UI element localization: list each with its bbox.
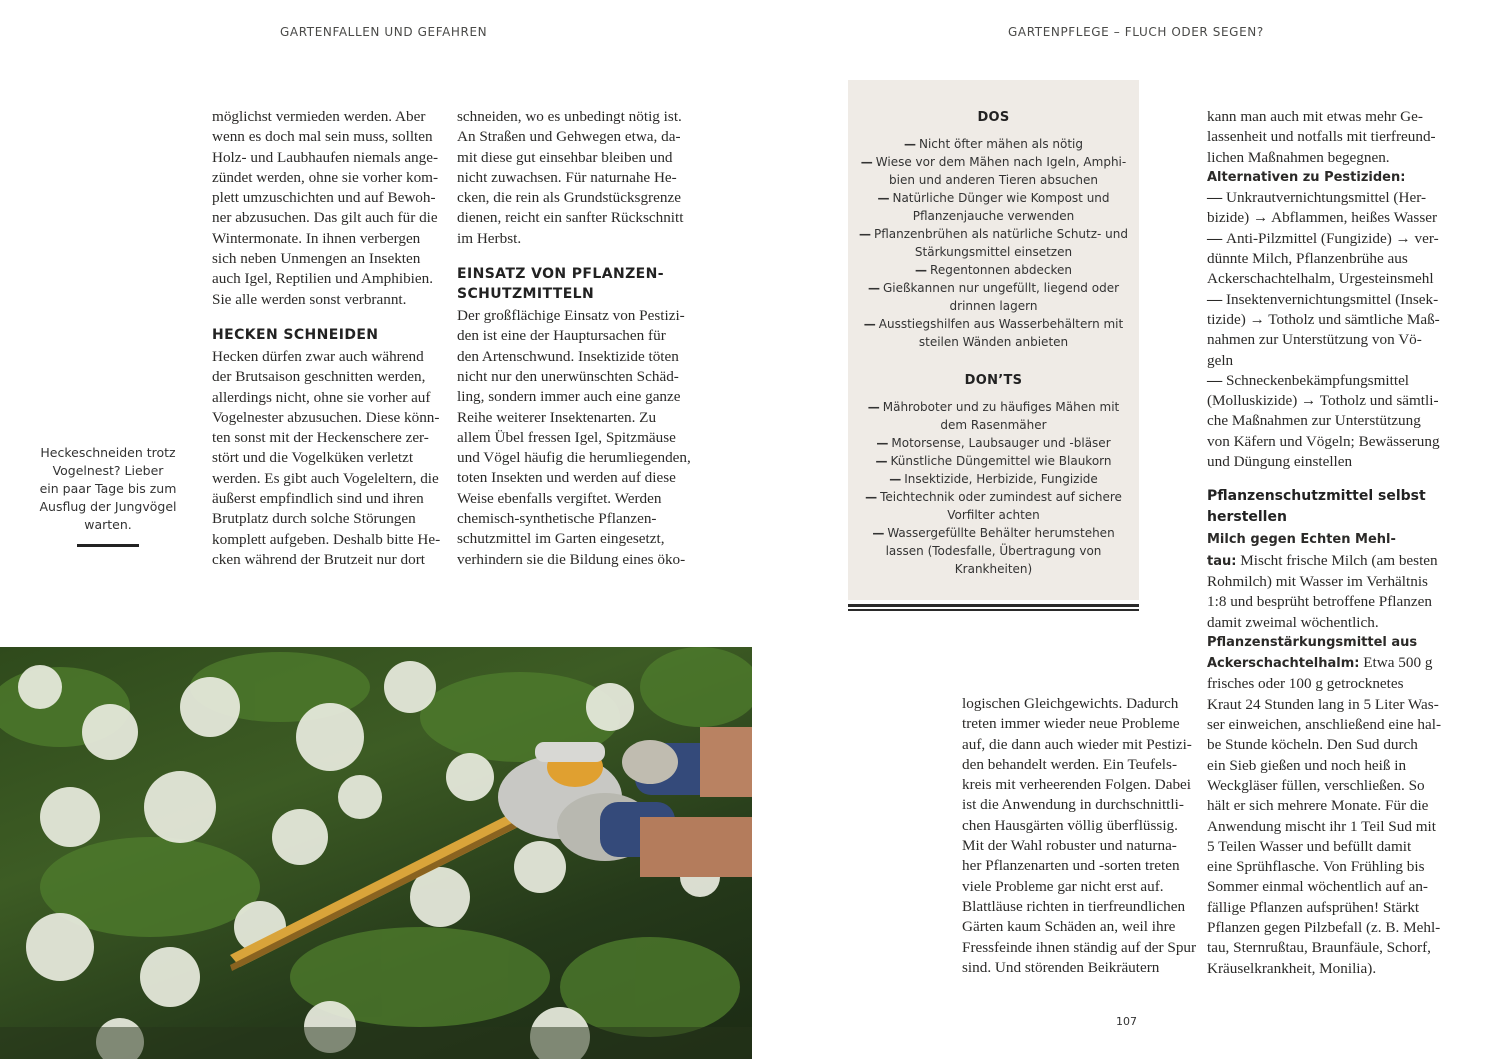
list-item — [848, 261, 1139, 279]
alternative-line — [1207, 290, 1447, 310]
text-line: kann man auch mit etwas mehr Ge- — [1207, 108, 1423, 125]
alternative-line — [1207, 249, 1447, 269]
text-line: dienen, reicht ein sanfter Rückschnitt — [457, 209, 684, 227]
list-item-text: Mähroboter und zu häufiges Mähen mit — [882, 400, 1120, 414]
caption-text — [38, 444, 178, 534]
dash-bullet: — — [867, 281, 880, 295]
list-item-text: Motorsense, Laubsauger und -bläser — [891, 436, 1111, 450]
list-item-text: Nicht öfter mähen als nötig — [918, 137, 1084, 151]
text-line: cken, die rein als Grundstücksgrenze — [457, 189, 681, 207]
text-line: Gärten kaum Schäden an, weil ihre — [962, 918, 1176, 936]
text-line: Reihe weiterer Insektenarten. Zu — [457, 408, 657, 426]
text-line: der Brutsaison geschnitten werden, — [212, 368, 426, 386]
text-line: sich neben Unmengen an Insekten — [212, 250, 421, 268]
alternative-text: bizide) → Abflammen, heißes Wasser — [1207, 209, 1438, 227]
list-item-text: dem Rasenmäher — [940, 418, 1047, 432]
list-item-text: Natürliche Dünger wie Kompost und — [892, 191, 1110, 205]
list-item — [848, 524, 1139, 578]
text-line: Wintermonate. In ihnen verbergen — [212, 229, 421, 247]
alternative-item — [1207, 229, 1447, 290]
list-item-line — [848, 398, 1139, 416]
running-head-left: GARTENFALLEN UND GEFAHREN — [280, 25, 488, 39]
alternative-text: Unkrautvernichtungsmittel (Her- — [1225, 189, 1427, 207]
dash-bullet: — — [875, 454, 888, 468]
list-item-line — [848, 153, 1139, 171]
text-line: Vogelnest? Lieber — [52, 463, 164, 478]
text-line: chemisch-synthetische Pflanzen- — [457, 510, 657, 528]
alternative-item — [1207, 371, 1447, 472]
text-line: cken während der Brutzeit nur dort — [212, 550, 425, 568]
text-line: Sie alle werden sonst verbrannt. — [212, 290, 407, 308]
list-item — [848, 452, 1139, 470]
text-line: sind. Und störenden Beikräutern — [962, 958, 1160, 976]
alternative-line — [1207, 310, 1447, 330]
list-item-line — [848, 542, 1139, 560]
list-item-text: drinnen lagern — [949, 299, 1038, 313]
text-line: ner abzusuchen. Das gilt auch für die — [212, 209, 438, 227]
alternative-text: und Düngung einstellen — [1207, 453, 1353, 471]
list-item-line — [848, 225, 1139, 243]
text-line: auch Igel, Reptilien und Amphibien. — [212, 270, 434, 288]
text-line: ling, sondern immer auch eine ganze — [457, 388, 681, 406]
text-line: ten sonst mit der Heckenschere zer- — [212, 429, 429, 447]
list-item-text: Künstliche Düngemittel wie Blaukorn — [890, 454, 1112, 468]
recipe-schachtelhalm-lead-1: Pflanzenstärkungsmittel aus — [1207, 634, 1418, 650]
text-line: Weise ebenfalls vergiftet. Werden — [457, 489, 662, 507]
recipe-schachtelhalm-text — [1207, 674, 1447, 978]
photo-illustration — [0, 647, 752, 1059]
text-line: wenn es doch mal sein muss, sollten — [212, 128, 433, 146]
alternative-line — [1207, 351, 1447, 371]
donts-title: DON’TS — [964, 373, 1023, 388]
text-line: Fressfeinde ihnen ständig auf der Spur — [962, 938, 1197, 956]
dash-bullet: — — [863, 317, 876, 331]
donts-list — [848, 398, 1139, 578]
dash-bullet: — — [872, 526, 885, 540]
alternative-text: nahmen zur Unterstützung von Vö- — [1207, 331, 1422, 349]
dash-bullet: — — [1207, 371, 1226, 389]
heading-selbst-herstellen — [1207, 486, 1447, 528]
left-column-1 — [212, 107, 442, 570]
list-item-line — [848, 470, 1139, 488]
text-line: allerdings nicht, ohne sie vorher auf — [212, 388, 431, 406]
dash-bullet: — — [1207, 229, 1226, 247]
list-item-text: lassen (Todesfalle, Übertragung von — [885, 544, 1102, 558]
list-item-text: Insektizide, Herbizide, Fungizide — [904, 472, 1098, 486]
list-item-line — [848, 135, 1139, 153]
dos-list — [848, 135, 1139, 351]
dash-bullet: — — [867, 400, 880, 414]
list-item-line — [848, 524, 1139, 542]
list-item — [848, 315, 1139, 351]
list-item — [848, 279, 1139, 315]
text-line: toten Insekten und werden auf diese — [457, 469, 676, 487]
list-item — [848, 189, 1139, 225]
alternatives-heading: Alternativen zu Pestiziden: — [1207, 169, 1406, 185]
text-line: An Straßen und Gehwegen etwa, da- — [457, 128, 681, 146]
left-column-2 — [457, 107, 692, 570]
recipe-schachtelhalm — [1207, 633, 1447, 979]
recipe-milch-text-first: Mischt frische Milch (am besten — [1236, 551, 1438, 569]
right-column-continue — [962, 694, 1197, 978]
list-item-text: Pflanzenjauche verwenden — [912, 209, 1075, 223]
text-line: ein paar Tage bis zum — [39, 481, 177, 496]
recipe-schachtelhalm-text-first: Etwa 500 g — [1359, 654, 1433, 672]
text-line: Heckeschneiden trotz — [40, 445, 176, 460]
recipe-milch-text — [1207, 572, 1447, 633]
text-line: Anwendung mischt ihr 1 Teil Sud mit — [1207, 817, 1436, 835]
list-item-line — [848, 315, 1139, 333]
list-item-line — [848, 488, 1139, 506]
text-line: plett umzuschichten und auf Bewoh- — [212, 189, 436, 207]
dash-bullet: — — [860, 155, 873, 169]
alternative-text: geln — [1207, 351, 1234, 369]
alternative-text: dünnte Milch, Pflanzenbrühe aus — [1207, 250, 1408, 268]
alternative-item — [1207, 290, 1447, 371]
list-item-line — [848, 452, 1139, 470]
dos-title: DOS — [977, 110, 1010, 125]
dash-bullet: — — [915, 263, 928, 277]
list-item-text: Ausstiegshilfen aus Wasserbehältern mit — [878, 317, 1124, 331]
list-item-line — [848, 279, 1139, 297]
text-line: chen Hausgärten völlig überflüssig. — [962, 816, 1178, 834]
list-item-text: Wiese vor dem Mähen nach Igeln, Amphi- — [875, 155, 1127, 169]
col1-body — [212, 347, 442, 570]
alternative-line — [1207, 411, 1447, 431]
text-line: auf, die dann auch wieder mit Pestizi- — [962, 735, 1192, 753]
list-item-line — [848, 560, 1139, 578]
heading-pflanzenschutzmittel — [457, 264, 692, 304]
text-line: be Stunde köcheln. Den Sud durch — [1207, 736, 1418, 754]
list-item-text: Vorfilter achten — [947, 508, 1040, 522]
dash-bullet: — — [876, 436, 889, 450]
list-item-line — [848, 189, 1139, 207]
recipe-schachtelhalm-lead-2: Ackerschachtelhalm: — [1207, 656, 1360, 672]
text-line: den Artenschwund. Insektizide töten — [457, 347, 679, 365]
heading-hecken-schneiden: HECKEN SCHNEIDEN — [212, 326, 379, 343]
text-line: fällige Pflanzen aufsprühen! Stärkt — [1207, 898, 1420, 916]
text-line: Sommer einmal wöchentlich auf an- — [1207, 878, 1428, 896]
dash-bullet: — — [1207, 290, 1226, 308]
list-item-text: Krankheiten) — [954, 562, 1033, 576]
alternative-line — [1207, 188, 1447, 208]
list-item — [848, 488, 1139, 524]
text-line: 5 Teilen Wasser und befüllt damit — [1207, 837, 1412, 855]
text-line: lassenheit und notfalls mit tierfreund- — [1207, 128, 1436, 146]
list-item-line — [848, 243, 1139, 261]
list-item-text: Gießkannen nur ungefüllt, liegend oder — [882, 281, 1120, 295]
alternative-line — [1207, 208, 1447, 228]
list-item — [848, 135, 1139, 153]
text-line: schutzmittel im Garten eingesetzt, — [457, 530, 665, 548]
text-line: viele Probleme gar nicht erst auf. — [962, 877, 1164, 895]
col2-intro — [457, 107, 692, 249]
text-line: schneiden, wo es unbedingt nötig ist. — [457, 108, 682, 125]
alternative-text: Schneckenbekämpfungsmittel — [1225, 371, 1410, 389]
text-line: Rohmilch) mit Wasser im Verhältnis — [1207, 572, 1428, 590]
text-line: SCHUTZMITTELN — [457, 286, 595, 303]
text-line: und Vögel häufig die herumliegenden, — [457, 449, 691, 467]
list-item — [848, 434, 1139, 452]
alternative-line — [1207, 432, 1447, 452]
text-line: logischen Gleichgewichts. Dadurch — [962, 695, 1179, 712]
list-item-line — [848, 416, 1139, 434]
alternative-text: Insektenvernichtungsmittel (Insek- — [1225, 290, 1439, 308]
text-line: tau, Sternrußtau, Braunfäule, Schorf, — [1207, 939, 1431, 957]
box-rule-top — [848, 604, 1139, 607]
text-line: lichen Maßnahmen begegnen. — [1207, 148, 1390, 166]
list-item-line — [848, 171, 1139, 189]
alternative-text: Ackerschachtelhalm, Urgesteinsmehl — [1207, 270, 1434, 288]
text-line: Pflanzenschutzmittel selbst — [1207, 488, 1426, 505]
box-rule-bottom — [848, 609, 1139, 611]
dash-bullet: — — [903, 137, 916, 151]
right-column-main — [1207, 107, 1447, 979]
dash-bullet: — — [889, 472, 902, 486]
text-line: allem Übel fressen Igel, Spitzmäuse — [457, 428, 676, 446]
photo-caption — [38, 444, 178, 547]
text-line: warten. — [84, 517, 132, 532]
continue-body — [962, 694, 1197, 978]
text-line: Der großflächige Einsatz von Pestizi- — [457, 307, 685, 325]
alternative-text: von Käfern und Vögeln; Bewässerung — [1207, 432, 1440, 450]
text-line: im Herbst. — [457, 229, 522, 247]
dash-bullet: — — [858, 227, 871, 241]
text-line: zündet werden, ohne sie vorher kom- — [212, 168, 439, 186]
list-item-text: Wassergefüllte Behälter herumstehen — [887, 526, 1115, 540]
running-head-right: GARTENPFLEGE – FLUCH ODER SEGEN? — [1008, 25, 1264, 39]
text-line: werden. Es gibt auch Vogeleltern, die — [212, 469, 439, 487]
text-line: mit diese gut einsehbar bleiben und — [457, 148, 673, 166]
alternative-line — [1207, 269, 1447, 289]
dash-bullet: — — [865, 490, 878, 504]
text-line: Weckgläser füllen, verschließen. So — [1207, 776, 1425, 794]
recipe-milch-lead-2: tau: — [1207, 553, 1237, 569]
dash-bullet: — — [1207, 189, 1226, 207]
list-item — [848, 153, 1139, 189]
alternative-text: Anti-Pilzmittel (Fungizide) → ver- — [1225, 229, 1439, 247]
dash-bullet: — — [877, 191, 890, 205]
list-item-line — [848, 506, 1139, 524]
text-line: nicht nur den unerwünschten Schäd- — [457, 367, 679, 385]
text-line: den ist eine der Hauptursachen für — [457, 327, 666, 345]
text-line: möglichst vermieden werden. Aber — [212, 108, 426, 125]
text-line: treten immer wieder neue Probleme — [962, 715, 1180, 733]
text-line: den behandelt werden. Ein Teufels- — [962, 755, 1177, 773]
recipe-milch — [1207, 530, 1447, 632]
text-line: frisches oder 100 g getrocknetes — [1207, 675, 1404, 693]
text-line: äußerst empfindlich sind und ihren — [212, 490, 424, 508]
text-line: Pflanzen gegen Pilzbefall (z. B. Mehl- — [1207, 918, 1441, 936]
text-line: verhindern sie die Bildung eines öko- — [457, 550, 686, 568]
text-line: komplett aufgeben. Deshalb bitte He- — [212, 530, 441, 548]
text-line: Kräuselkrankheit, Monilia). — [1207, 959, 1377, 977]
page-number: 107 — [1116, 1015, 1137, 1028]
list-item — [848, 470, 1139, 488]
list-item-text: Teichtechnik oder zumindest auf sichere — [880, 490, 1122, 504]
text-line: Hecken dürfen zwar auch während — [212, 347, 424, 365]
list-item-line — [848, 434, 1139, 452]
list-item — [848, 398, 1139, 434]
list-item-line — [848, 207, 1139, 225]
alternative-text: che Maßnahmen zur Unterstützung — [1207, 412, 1421, 430]
text-line: Blattläuse richten in tierfreundlichen — [962, 897, 1186, 915]
alternative-line — [1207, 330, 1447, 350]
text-line: ser einweichen, anschließend eine hal- — [1207, 716, 1442, 734]
alternatives-list — [1207, 188, 1447, 472]
right-intro — [1207, 107, 1447, 168]
list-item-line — [848, 261, 1139, 279]
alternative-line — [1207, 391, 1447, 411]
hedge-trimmer-photo — [0, 647, 752, 1059]
list-item-line — [848, 297, 1139, 315]
recipe-milch-lead-1: Milch gegen Echten Mehl- — [1207, 532, 1396, 548]
list-item — [848, 225, 1139, 261]
text-line: hält er sich mehrere Monate. Für die — [1207, 797, 1429, 815]
list-item-text: Regentonnen abdecken — [930, 263, 1072, 277]
alternative-text: tizide) → Totholz und sämtliche Maß- — [1207, 310, 1440, 328]
text-line: Brutplatz durch solche Störungen — [212, 510, 416, 528]
text-line: Kraut 24 Stunden lang in 5 Liter Was- — [1207, 695, 1439, 713]
text-line: ein Sieb gießen und noch heiß in — [1207, 756, 1407, 774]
text-line: Vogelnester abzusuchen. Diese könn- — [212, 408, 440, 426]
text-line: nicht zuwachsen. Für naturnahe He- — [457, 168, 677, 186]
text-line: Holz- und Laubhaufen niemals ange- — [212, 148, 439, 166]
dos-donts-box — [848, 80, 1139, 600]
text-line: herstellen — [1207, 509, 1287, 526]
alternative-item — [1207, 188, 1447, 229]
list-item-text: Stärkungsmittel einsetzen — [914, 245, 1073, 259]
col1-intro — [212, 107, 442, 310]
col2-body — [457, 306, 692, 570]
text-line: 1:8 und besprüht betroffene Pflanzen — [1207, 593, 1432, 611]
text-line: EINSATZ VON PFLANZEN- — [457, 266, 664, 283]
alternative-line — [1207, 371, 1447, 391]
text-line: ist die Anwendung in durchschnittli- — [962, 796, 1184, 814]
text-line: her Pflanzenarten und -sorten treten — [962, 857, 1180, 875]
text-line: kreis mit verheerenden Folgen. Dabei — [962, 776, 1191, 794]
text-line: eine Sprühflasche. Von Frühling bis — [1207, 858, 1425, 876]
text-line: damit zweimal wöchentlich. — [1207, 613, 1379, 631]
list-item-text: steilen Wänden anbieten — [918, 335, 1069, 349]
caption-rule — [77, 544, 139, 547]
list-item-text: bien und anderen Tieren absuchen — [889, 173, 1098, 187]
list-item-text: Pflanzenbrühen als natürliche Schutz- und — [873, 227, 1129, 241]
alternative-text: (Molluskizide) → Totholz und sämtli- — [1207, 392, 1439, 410]
alternative-line — [1207, 452, 1447, 472]
text-line: Mit der Wahl robuster und naturna- — [962, 837, 1177, 855]
list-item-line — [848, 333, 1139, 351]
alternative-line — [1207, 229, 1447, 249]
text-line: Ausflug der Jungvögel — [39, 499, 177, 514]
text-line: stört und die Vogelküken verletzt — [212, 449, 414, 467]
